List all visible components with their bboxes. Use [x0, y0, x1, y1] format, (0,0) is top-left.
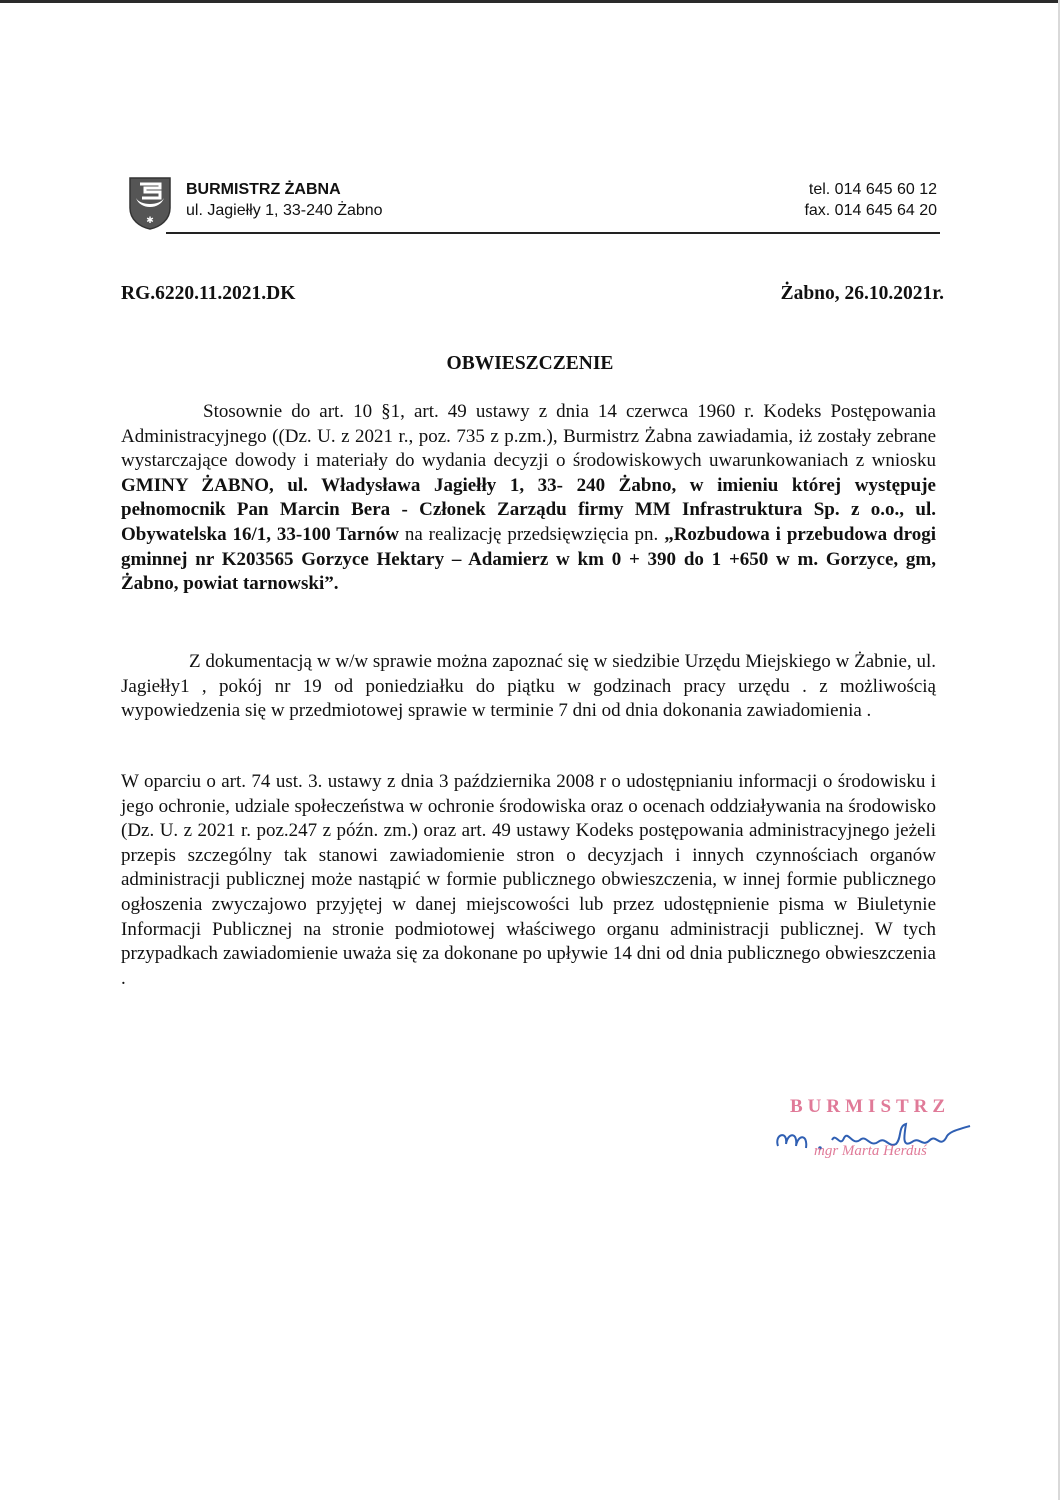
paragraph-notice	[121, 400, 936, 597]
applicant-details: GMINY ŻABNO, ul. Władysława Jagiełły 1, 33- 240 Żabno, w imieniu której występuje pełnomocnik Pan Marcin Bera - Członek Zarządu firmy MM Infrastruktura Sp. z o.o., ul. Obywatelska 16/1, 33-100 Tarnów	[121, 474, 936, 545]
document-title: OBWIESZCZENIE	[446, 353, 614, 374]
notice-intro: Stosownie do art. 10 §1, art. 49 ustawy z dnia 14 czerwca 1960 r. Kodeks Postępowania Administracyjnego ((Dz. U. z 2021 r., poz. 735 z p.zm.), Burmistrz Żabna zawiadamia, iż zostały zebrane wystarczające dowody i materiały do wydania decyzji o środowiskowych uwarunkowaniach z wniosku	[121, 401, 936, 472]
phone-number: tel. 014 645 60 12	[808, 181, 937, 198]
signature-stamp	[770, 1090, 990, 1170]
project-name: „Rozbudowa i przebudowa drogi gminnej nr K203565 Gorzyce Hektary – Adamierz w km 0 + 390 do 1 +650 w m. Gorzyce, gm, Żabno, powiat tarnowski”.	[121, 523, 936, 595]
legal-basis-text: W oparciu o art. 74 ust. 3. ustawy z dnia 3 października 2008 r o udostępnianiu informacji o środowisku i jego ochronie, udziale społeczeństwa w ochronie środowiska oraz o ocenach oddziaływania na środowisko (Dz. U. z 2021 r. poz.247 z późn. zm.) oraz art. 49 ustawy Kodeks postępowania administracyjnego jeżeli przepis szczególny tak stanowi zawiadomienie stron o decyzjach i innych czynnościach organów administracji publicznej może nastąpić w formie publicznego obwieszczenia, w innej formie publicznego ogłoszenia zwyczajowo przyjętej w danej miejscowości lub przez udostępnienie pisma w Biuletynie Informacji Publicznej na stronie podmiotowej właściwego organu administracji publicznej. W tych przypadkach zawiadomienie uważa się za dokonane po upływie 14 dni od dnia publicznego obwieszczenia .	[121, 771, 936, 989]
office-name: BURMISTRZ ŻABNA	[186, 181, 341, 198]
paragraph-legal-basis	[121, 770, 936, 991]
coat-of-arms-icon	[128, 176, 172, 230]
letterhead	[128, 176, 940, 234]
documentation-text: Z dokumentacją w w/w sprawie można zapoznać się w siedzibie Urzędu Miejskiego w Żabnie, ul. Jagiełły1 , pokój nr 19 od poniedziałku do piątku w godzinach pracy urzędu . z możliwością wypowiedzenia się w przedmiotowej sprawie w terminie 7 dni od dnia dokonania zawiadomienia .	[121, 651, 936, 722]
stamp-title: BURMISTRZ	[790, 1096, 951, 1117]
reference-number: RG.6220.11.2021.DK	[121, 283, 296, 304]
scan-top-edge	[0, 0, 1060, 3]
signatory-name: mgr Marta Herduś	[814, 1143, 927, 1159]
notice-middle: na realizację przedsięwzięcia pn.	[398, 523, 665, 545]
svg-text:✱: ✱	[146, 216, 154, 226]
office-address: ul. Jagiełły 1, 33-240 Żabno	[186, 202, 383, 219]
letterhead-divider	[166, 232, 940, 234]
place-date: Żabno, 26.10.2021r.	[780, 283, 944, 304]
paragraph-documentation	[121, 650, 936, 724]
fax-number: fax. 014 645 64 20	[804, 202, 937, 219]
